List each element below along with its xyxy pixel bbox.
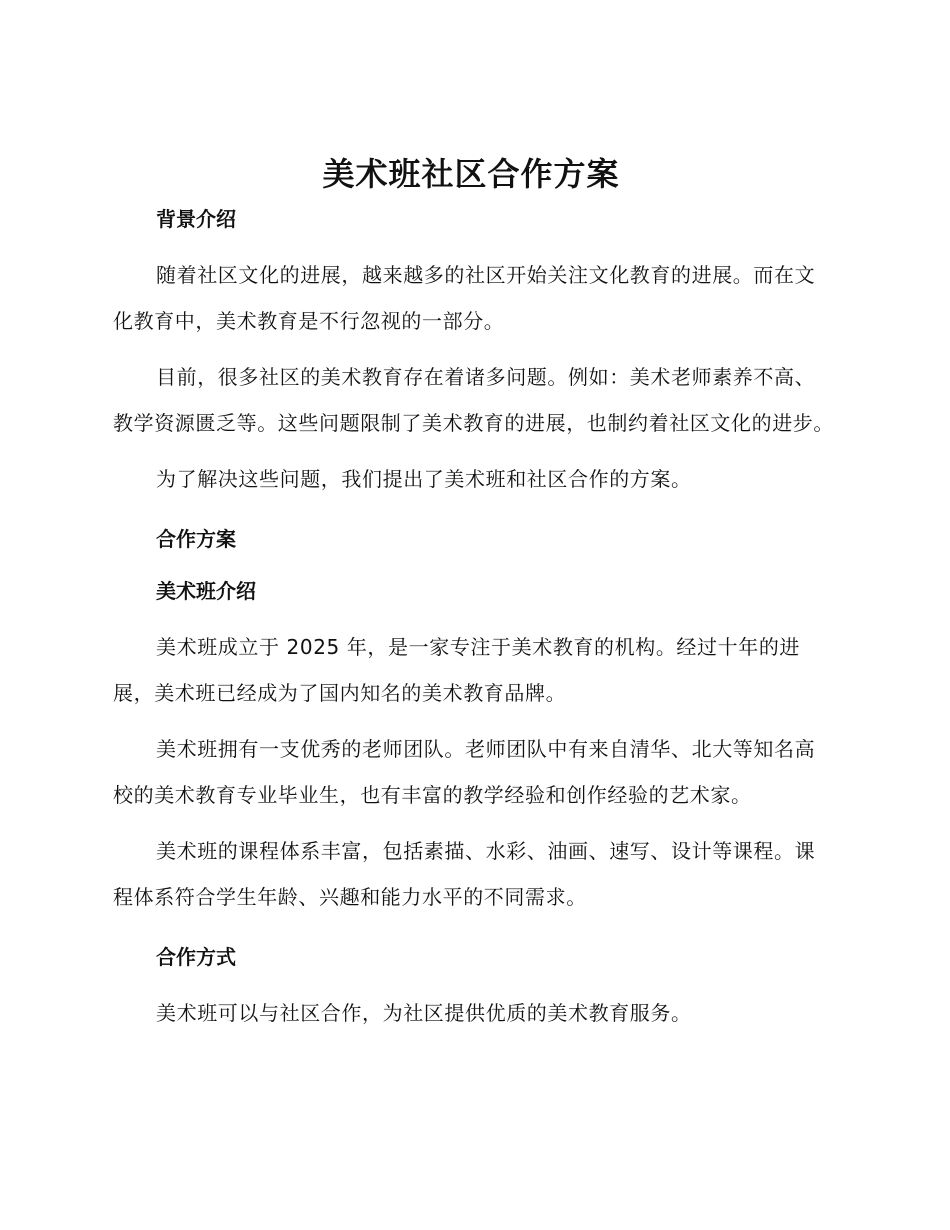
document-title: 美术班社区合作方案 bbox=[322, 155, 620, 193]
paragraph: 美术班拥有一支优秀的老师团队。老师团队中有来自清华、北大等知名高校的美术教育专业毕业生，也有丰富的教学经验和创作经验的艺术家。 bbox=[113, 737, 816, 807]
paragraph: 美术班的课程体系丰富，包括素描、水彩、油画、速写、设计等课程。课程体系符合学生年龄、兴趣和能力水平的不同需求。 bbox=[113, 839, 816, 909]
section-heading-background: 背景介绍 bbox=[156, 207, 236, 231]
section-heading-plan: 合作方案 bbox=[156, 527, 236, 551]
paragraph: 为了解决这些问题，我们提出了美术班和社区合作的方案。 bbox=[156, 467, 692, 491]
paragraph: 美术班成立于 2025 年，是一家专注于美术教育的机构。经过十年的进展，美术班已经成为了国内知名的美术教育品牌。 bbox=[113, 635, 801, 705]
section-heading-intro: 美术班介绍 bbox=[156, 579, 256, 603]
section-heading-method: 合作方式 bbox=[156, 945, 236, 969]
document-page bbox=[113, 148, 835, 1036]
paragraph: 目前，很多社区的美术教育存在着诸多问题。例如：美术老师素养不高、教学资源匮乏等。这些问题限制了美术教育的进展，也制约着社区文化的进步。 bbox=[113, 365, 834, 435]
paragraph: 美术班可以与社区合作，为社区提供优质的美术教育服务。 bbox=[156, 1001, 692, 1025]
paragraph: 随着社区文化的进展，越来越多的社区开始关注文化教育的进展。而在文化教育中，美术教育是不行忽视的一部分。 bbox=[113, 263, 816, 333]
